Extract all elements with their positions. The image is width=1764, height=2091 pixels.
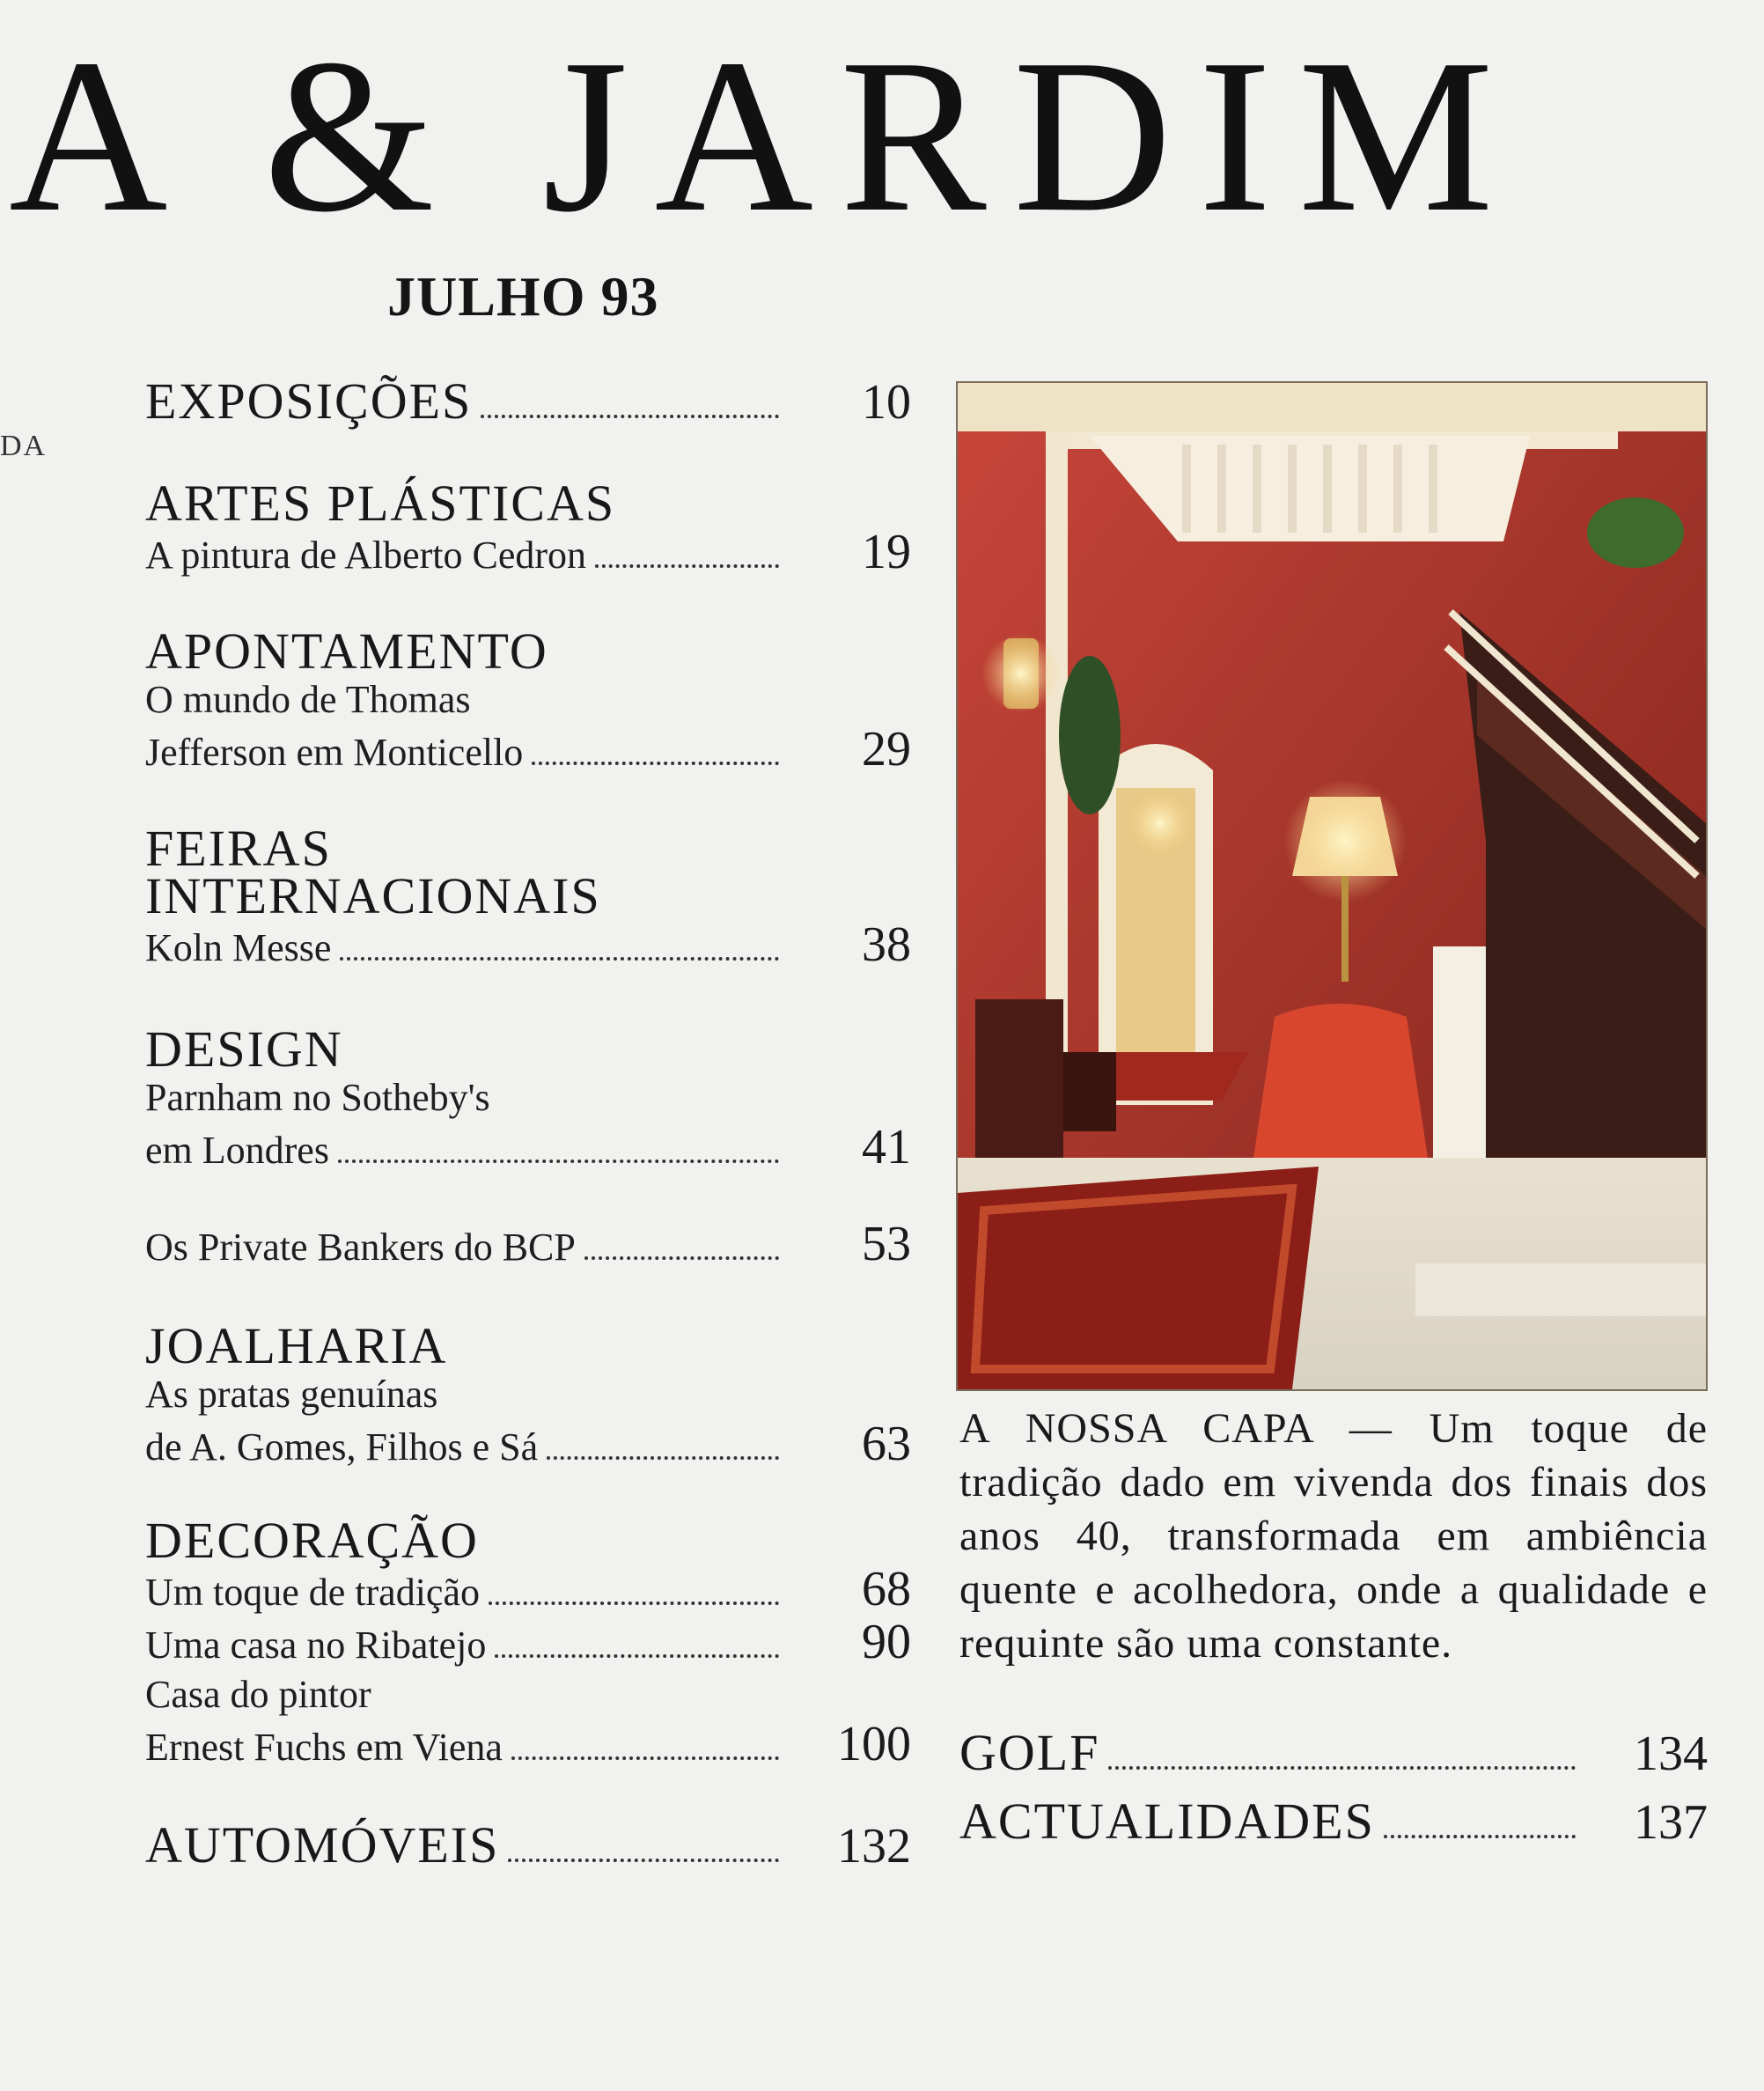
page-number: 100 xyxy=(837,1717,911,1771)
article-title-line: Ernest Fuchs em Viena xyxy=(145,1726,503,1769)
section-heading: JOALHARIA xyxy=(145,1317,448,1374)
hallway-staircase-illustration xyxy=(958,383,1706,1389)
article-title-line: Casa do pintor xyxy=(145,1673,371,1716)
toc-entry-design[interactable] xyxy=(145,1020,911,1175)
dot-leader xyxy=(1384,1835,1576,1838)
section-heading: GOLF xyxy=(959,1724,1100,1781)
dot-leader xyxy=(1108,1766,1576,1770)
magazine-masthead: A & JARDIM xyxy=(9,14,1520,258)
section-heading: ACTUALIDADES xyxy=(959,1793,1375,1850)
cropped-edge-text: DA xyxy=(0,430,48,462)
page-number: 134 xyxy=(1634,1727,1708,1781)
page-number: 90 xyxy=(862,1615,911,1669)
page-number: 10 xyxy=(862,375,911,430)
toc-item-ribatejo[interactable] xyxy=(145,1617,911,1670)
section-heading: DESIGN xyxy=(145,1020,343,1078)
cover-photo xyxy=(956,381,1708,1391)
section-heading: AUTOMÓVEIS xyxy=(145,1816,500,1874)
article-title-line: As pratas genuínas xyxy=(145,1373,438,1416)
issue-date: JULHO 93 xyxy=(387,265,659,328)
article-title: Koln Messe xyxy=(145,926,332,969)
section-heading-line: FEIRAS xyxy=(145,820,332,877)
dot-leader xyxy=(584,1256,779,1260)
toc-entry-private-bankers[interactable] xyxy=(145,1217,911,1272)
toc-entry-golf[interactable] xyxy=(959,1726,1708,1782)
article-title-line: Jefferson em Monticello xyxy=(145,731,524,774)
dot-leader xyxy=(481,415,779,418)
toc-entry-decoracao xyxy=(145,1512,911,1772)
section-heading: APONTAMENTO xyxy=(145,622,548,680)
article-title-line: em Londres xyxy=(145,1129,329,1172)
article-title-line: Parnham no Sotheby's xyxy=(145,1076,490,1119)
table-of-contents-right xyxy=(959,1726,1708,1851)
dot-leader xyxy=(511,1756,779,1760)
page-number: 132 xyxy=(837,1819,911,1874)
page-number: 63 xyxy=(862,1417,911,1471)
toc-entry-joalharia[interactable] xyxy=(145,1317,911,1472)
section-heading: EXPOSIÇÕES xyxy=(145,372,473,430)
page-number: 19 xyxy=(862,525,911,579)
page-number: 137 xyxy=(1634,1795,1708,1850)
article-title: A pintura de Alberto Cedron xyxy=(145,534,587,577)
dot-leader xyxy=(340,957,779,961)
section-heading: DECORAÇÃO xyxy=(145,1512,479,1569)
section-heading-line: INTERNACIONAIS xyxy=(145,867,601,924)
dot-leader xyxy=(595,564,779,568)
dot-leader xyxy=(532,762,779,765)
toc-entry-exposicoes[interactable] xyxy=(145,372,911,431)
article-title: Uma casa no Ribatejo xyxy=(145,1623,487,1667)
article-title-line: de A. Gomes, Filhos e Sá xyxy=(145,1425,539,1469)
toc-entry-feiras-internacionais[interactable] xyxy=(145,820,911,973)
article-title: Os Private Bankers do BCP xyxy=(145,1226,576,1269)
page-number: 53 xyxy=(862,1217,911,1271)
article-title: Um toque de tradição xyxy=(145,1571,480,1614)
cover-caption: A NOSSA CAPA — Um toque de tradição dado em vivenda dos finais dos anos 40, transformada em ambiência quente e acolhedora, onde a qualidade e requinte são uma constante. xyxy=(959,1405,1708,1667)
dot-leader xyxy=(338,1160,779,1163)
section-heading: ARTES PLÁSTICAS xyxy=(145,475,616,532)
toc-entry-automoveis[interactable] xyxy=(145,1816,911,1874)
page-number: 68 xyxy=(862,1562,911,1616)
toc-entry-artes-plasticas[interactable] xyxy=(145,475,911,580)
page-number: 29 xyxy=(862,722,911,777)
dot-leader xyxy=(495,1654,779,1658)
dot-leader xyxy=(489,1601,779,1605)
dot-leader xyxy=(547,1456,779,1460)
toc-item-um-toque[interactable] xyxy=(145,1562,911,1617)
page-number: 38 xyxy=(862,917,911,972)
toc-entry-apontamento[interactable] xyxy=(145,622,911,777)
toc-entry-actualidades[interactable] xyxy=(959,1794,1708,1851)
article-title-line: O mundo de Thomas xyxy=(145,678,471,721)
dot-leader xyxy=(508,1859,779,1862)
page-number: 41 xyxy=(862,1120,911,1174)
toc-item-ernest-fuchs[interactable] xyxy=(145,1670,911,1772)
